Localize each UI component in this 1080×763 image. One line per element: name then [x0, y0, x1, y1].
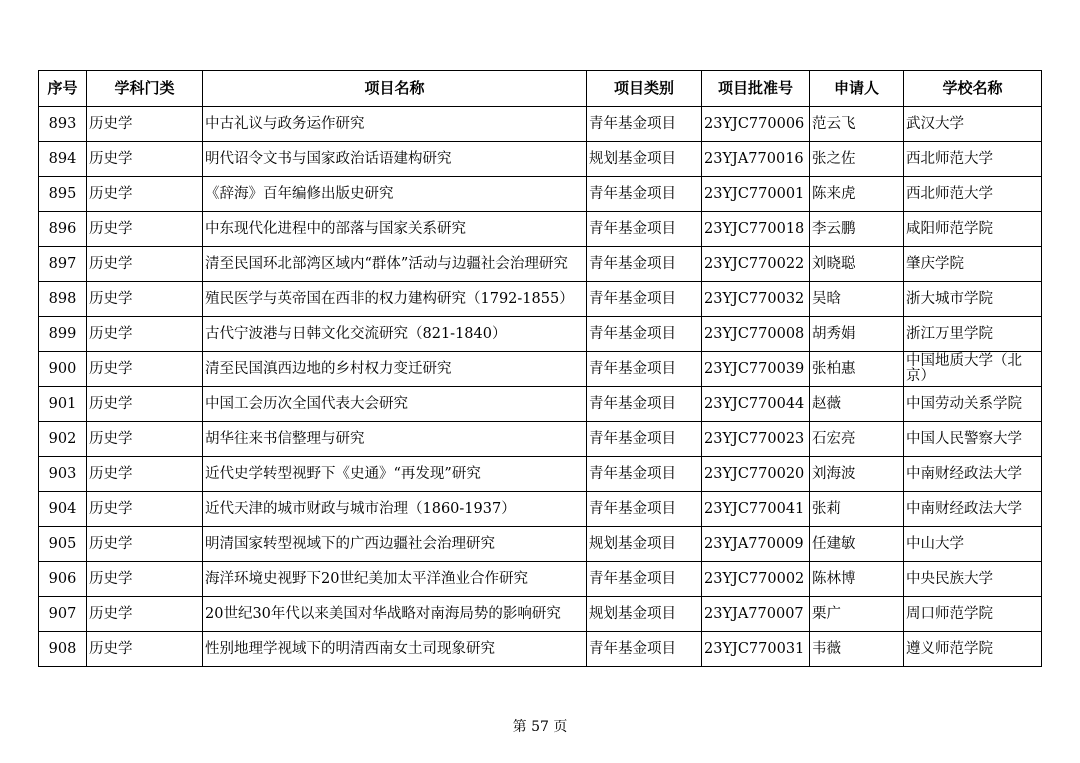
- row-discipline: 历史学: [87, 107, 203, 142]
- header-row: [39, 71, 1042, 107]
- row-approval-no: 23YJC770023: [702, 422, 810, 457]
- row-approval-no: 23YJC770041: [702, 492, 810, 527]
- table-row: [39, 142, 1042, 177]
- row-index: 899: [39, 317, 87, 352]
- row-school: 中南财经政法大学: [904, 457, 1042, 492]
- row-project-name: 清至民国滇西边地的乡村权力变迁研究: [203, 352, 587, 387]
- row-approval-no: 23YJC770020: [702, 457, 810, 492]
- row-project-name: 清至民国环北部湾区域内“群体”活动与边疆社会治理研究: [203, 247, 587, 282]
- row-applicant: 栗广: [810, 597, 904, 632]
- table-row: [39, 632, 1042, 667]
- row-applicant: 胡秀娟: [810, 317, 904, 352]
- row-discipline: 历史学: [87, 282, 203, 317]
- row-school: 浙大城市学院: [904, 282, 1042, 317]
- row-project-name: 中东现代化进程中的部落与国家关系研究: [203, 212, 587, 247]
- row-discipline: 历史学: [87, 422, 203, 457]
- row-project-type: 规划基金项目: [587, 597, 702, 632]
- table-row: [39, 247, 1042, 282]
- row-applicant: 陈林博: [810, 562, 904, 597]
- row-applicant: 张莉: [810, 492, 904, 527]
- row-index: 896: [39, 212, 87, 247]
- row-school: 中山大学: [904, 527, 1042, 562]
- row-project-type: 青年基金项目: [587, 492, 702, 527]
- row-project-type: 青年基金项目: [587, 632, 702, 667]
- row-index: 907: [39, 597, 87, 632]
- row-project-name: 中古礼议与政务运作研究: [203, 107, 587, 142]
- row-project-name: 中国工会历次全国代表大会研究: [203, 387, 587, 422]
- row-applicant: 吴晗: [810, 282, 904, 317]
- row-project-type: 青年基金项目: [587, 422, 702, 457]
- table-row: [39, 282, 1042, 317]
- table-row: [39, 597, 1042, 632]
- row-project-name: 性别地理学视域下的明清西南女土司现象研究: [203, 632, 587, 667]
- row-approval-no: 23YJC770006: [702, 107, 810, 142]
- row-discipline: 历史学: [87, 527, 203, 562]
- row-project-type: 青年基金项目: [587, 352, 702, 387]
- row-discipline: 历史学: [87, 457, 203, 492]
- row-project-name: 海洋环境史视野下20世纪美加太平洋渔业合作研究: [203, 562, 587, 597]
- row-project-name: 明清国家转型视域下的广西边疆社会治理研究: [203, 527, 587, 562]
- table-row: [39, 352, 1042, 387]
- row-index: 902: [39, 422, 87, 457]
- row-project-type: 青年基金项目: [587, 317, 702, 352]
- col-header-applicant: 申请人: [810, 71, 904, 107]
- row-school: 中南财经政法大学: [904, 492, 1042, 527]
- row-approval-no: 23YJC770039: [702, 352, 810, 387]
- table-row: [39, 562, 1042, 597]
- row-project-type: 规划基金项目: [587, 142, 702, 177]
- row-discipline: 历史学: [87, 142, 203, 177]
- row-school: 遵义师范学院: [904, 632, 1042, 667]
- row-approval-no: 23YJA770016: [702, 142, 810, 177]
- row-project-name: 古代宁波港与日韩文化交流研究（821-1840）: [203, 317, 587, 352]
- row-discipline: 历史学: [87, 247, 203, 282]
- row-applicant: 石宏亮: [810, 422, 904, 457]
- row-index: 894: [39, 142, 87, 177]
- row-applicant: 刘海波: [810, 457, 904, 492]
- row-project-type: 青年基金项目: [587, 457, 702, 492]
- row-applicant: 张柏惠: [810, 352, 904, 387]
- row-applicant: 张之佐: [810, 142, 904, 177]
- row-index: 893: [39, 107, 87, 142]
- row-discipline: 历史学: [87, 317, 203, 352]
- row-applicant: 韦薇: [810, 632, 904, 667]
- row-index: 898: [39, 282, 87, 317]
- row-project-type: 青年基金项目: [587, 177, 702, 212]
- row-school: 西北师范大学: [904, 142, 1042, 177]
- row-discipline: 历史学: [87, 597, 203, 632]
- table-row: [39, 457, 1042, 492]
- row-project-name: 近代史学转型视野下《史通》“再发现”研究: [203, 457, 587, 492]
- row-applicant: 范云飞: [810, 107, 904, 142]
- row-project-type: 规划基金项目: [587, 527, 702, 562]
- table-row: [39, 212, 1042, 247]
- row-index: 908: [39, 632, 87, 667]
- row-applicant: 陈来虎: [810, 177, 904, 212]
- row-approval-no: 23YJA770007: [702, 597, 810, 632]
- row-applicant: 李云鹏: [810, 212, 904, 247]
- table-row: [39, 422, 1042, 457]
- table-body: [39, 107, 1042, 667]
- row-project-type: 青年基金项目: [587, 107, 702, 142]
- col-header-school: 学校名称: [904, 71, 1042, 107]
- row-approval-no: 23YJC770008: [702, 317, 810, 352]
- row-discipline: 历史学: [87, 352, 203, 387]
- row-school: 周口师范学院: [904, 597, 1042, 632]
- row-applicant: 赵薇: [810, 387, 904, 422]
- row-project-name: 殖民医学与英帝国在西非的权力建构研究（1792-1855）: [203, 282, 587, 317]
- row-project-type: 青年基金项目: [587, 562, 702, 597]
- row-school: 浙江万里学院: [904, 317, 1042, 352]
- row-project-name: 近代天津的城市财政与城市治理（1860-1937）: [203, 492, 587, 527]
- row-discipline: 历史学: [87, 632, 203, 667]
- row-index: 901: [39, 387, 87, 422]
- table-row: [39, 387, 1042, 422]
- col-header-index: 序号: [39, 71, 87, 107]
- row-school: 肇庆学院: [904, 247, 1042, 282]
- row-approval-no: 23YJC770031: [702, 632, 810, 667]
- row-approval-no: 23YJA770009: [702, 527, 810, 562]
- table-row: [39, 317, 1042, 352]
- row-project-type: 青年基金项目: [587, 247, 702, 282]
- row-school: 咸阳师范学院: [904, 212, 1042, 247]
- row-project-name: 胡华往来书信整理与研究: [203, 422, 587, 457]
- row-discipline: 历史学: [87, 212, 203, 247]
- page-number: 第 57 页: [512, 719, 568, 735]
- row-applicant: 刘晓聪: [810, 247, 904, 282]
- row-project-type: 青年基金项目: [587, 387, 702, 422]
- row-approval-no: 23YJC770044: [702, 387, 810, 422]
- row-project-type: 青年基金项目: [587, 212, 702, 247]
- row-index: 897: [39, 247, 87, 282]
- row-index: 900: [39, 352, 87, 387]
- row-index: 895: [39, 177, 87, 212]
- row-index: 905: [39, 527, 87, 562]
- row-project-name: 明代诏令文书与国家政治话语建构研究: [203, 142, 587, 177]
- project-table: [38, 70, 1042, 667]
- table-row: [39, 527, 1042, 562]
- row-approval-no: 23YJC770018: [702, 212, 810, 247]
- row-approval-no: 23YJC770032: [702, 282, 810, 317]
- row-approval-no: 23YJC770002: [702, 562, 810, 597]
- row-discipline: 历史学: [87, 177, 203, 212]
- row-school: 中国人民警察大学: [904, 422, 1042, 457]
- row-approval-no: 23YJC770022: [702, 247, 810, 282]
- col-header-approval-no: 项目批准号: [702, 71, 810, 107]
- row-project-name: 20世纪30年代以来美国对华战略对南海局势的影响研究: [203, 597, 587, 632]
- table-row: [39, 492, 1042, 527]
- row-applicant: 任建敏: [810, 527, 904, 562]
- col-header-project-name: 项目名称: [203, 71, 587, 107]
- row-school: 西北师范大学: [904, 177, 1042, 212]
- row-school: 中国劳动关系学院: [904, 387, 1042, 422]
- row-approval-no: 23YJC770001: [702, 177, 810, 212]
- table-row: [39, 177, 1042, 212]
- row-index: 906: [39, 562, 87, 597]
- row-project-name: 《辞海》百年编修出版史研究: [203, 177, 587, 212]
- row-school: 武汉大学: [904, 107, 1042, 142]
- row-index: 903: [39, 457, 87, 492]
- row-index: 904: [39, 492, 87, 527]
- row-discipline: 历史学: [87, 387, 203, 422]
- row-discipline: 历史学: [87, 562, 203, 597]
- col-header-discipline: 学科门类: [87, 71, 203, 107]
- row-project-type: 青年基金项目: [587, 282, 702, 317]
- row-school: 中央民族大学: [904, 562, 1042, 597]
- row-school: 中国地质大学（北京）: [904, 352, 1042, 387]
- table-row: [39, 107, 1042, 142]
- row-discipline: 历史学: [87, 492, 203, 527]
- col-header-project-type: 项目类别: [587, 71, 702, 107]
